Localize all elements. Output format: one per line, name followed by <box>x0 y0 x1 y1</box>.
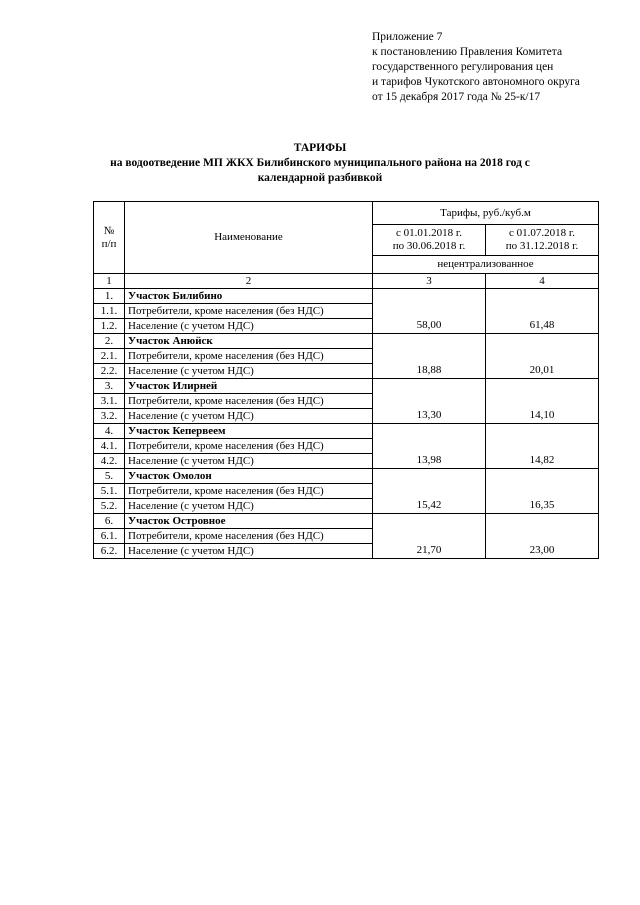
section-name: Участок Илирней <box>125 379 373 394</box>
tariff-h2-cell: 16,35 <box>486 499 599 514</box>
tariff-h2-cell: 14,82 <box>486 454 599 469</box>
table-row <box>94 379 599 394</box>
tariff-h2-cell <box>486 349 599 364</box>
table-row <box>94 484 599 499</box>
table-row <box>94 409 599 424</box>
header-system: нецентрализованное <box>373 256 599 274</box>
section-name: Участок Анюйск <box>125 334 373 349</box>
appendix-line: Приложение 7 <box>372 31 443 43</box>
row-name: Потребители, кроме населения (без НДС) <box>125 439 373 454</box>
title-subtitle-line1: на водоотведение МП ЖКХ Билибинского муниципального района на 2018 год с <box>110 157 530 169</box>
table-row <box>94 544 599 559</box>
tariff-h2-cell <box>486 439 599 454</box>
row-name: Потребители, кроме населения (без НДС) <box>125 484 373 499</box>
header-period1-line1: с 01.01.2018 г. <box>396 227 462 239</box>
tariff-h2-cell <box>486 304 599 319</box>
tariff-h2-cell <box>486 424 599 439</box>
appendix-line: к постановлению Правления Комитета <box>372 46 563 58</box>
tariff-h2-cell <box>486 514 599 529</box>
tariff-h2-cell <box>486 469 599 484</box>
header-col-number: 3 <box>373 274 486 289</box>
header-period1-line2: по 30.06.2018 г. <box>392 240 466 252</box>
tariff-h1-cell: 21,70 <box>373 544 486 559</box>
row-number: 6.1. <box>94 529 125 544</box>
row-number: 6.2. <box>94 544 125 559</box>
row-name: Население (с учетом НДС) <box>125 364 373 379</box>
header-period2-line1: с 01.07.2018 г. <box>509 227 575 239</box>
tariff-h1-cell <box>373 439 486 454</box>
tariff-h2-cell: 20,01 <box>486 364 599 379</box>
tariff-h1-cell <box>373 514 486 529</box>
table-row <box>94 289 599 304</box>
tariff-h1-cell <box>373 394 486 409</box>
table-row <box>94 454 599 469</box>
title-heading: ТАРИФЫ <box>293 142 347 154</box>
row-name: Потребители, кроме населения (без НДС) <box>125 529 373 544</box>
header-num-line2: п/п <box>101 237 117 250</box>
row-number: 1.2. <box>94 319 125 334</box>
row-number: 2.2. <box>94 364 125 379</box>
tariffs-table <box>93 201 599 559</box>
tariff-h1-cell <box>373 469 486 484</box>
header-name: Наименование <box>125 202 373 274</box>
tariff-h1-cell: 15,42 <box>373 499 486 514</box>
table-row <box>94 529 599 544</box>
tariff-h1-cell <box>373 529 486 544</box>
tariff-h1-cell <box>373 349 486 364</box>
table-row <box>94 304 599 319</box>
row-number: 5.1. <box>94 484 125 499</box>
appendix-line: государственного регулирования цен <box>372 61 554 73</box>
row-name: Население (с учетом НДС) <box>125 544 373 559</box>
tariff-h1-cell <box>373 289 486 304</box>
appendix-note <box>372 30 632 105</box>
tariff-h2-cell: 14,10 <box>486 409 599 424</box>
header-period2 <box>486 225 599 256</box>
section-name: Участок Кепервеем <box>125 424 373 439</box>
row-name: Потребители, кроме населения (без НДС) <box>125 349 373 364</box>
section-name: Участок Билибино <box>125 289 373 304</box>
row-number: 2.1. <box>94 349 125 364</box>
appendix-line: и тарифов Чукотского автономного округа <box>372 76 580 88</box>
row-number: 4.1. <box>94 439 125 454</box>
row-name: Потребители, кроме населения (без НДС) <box>125 394 373 409</box>
tariff-h2-cell <box>486 529 599 544</box>
row-number: 3. <box>94 379 125 394</box>
table-row <box>94 469 599 484</box>
row-name: Население (с учетом НДС) <box>125 499 373 514</box>
row-name: Население (с учетом НДС) <box>125 319 373 334</box>
header-period1 <box>373 225 486 256</box>
row-number: 5.2. <box>94 499 125 514</box>
header-num <box>94 202 125 274</box>
row-name: Потребители, кроме населения (без НДС) <box>125 304 373 319</box>
row-number: 4.2. <box>94 454 125 469</box>
table-row <box>94 424 599 439</box>
tariff-h1-cell <box>373 304 486 319</box>
table-row <box>94 439 599 454</box>
tariff-h2-cell <box>486 484 599 499</box>
header-tariffs: Тарифы, руб./куб.м <box>373 202 599 225</box>
table-row <box>94 349 599 364</box>
header-num-line1: № <box>103 224 115 237</box>
tariff-h1-cell <box>373 379 486 394</box>
table-row <box>94 499 599 514</box>
header-col-number: 2 <box>125 274 373 289</box>
tariff-h2-cell <box>486 394 599 409</box>
row-name: Население (с учетом НДС) <box>125 409 373 424</box>
section-name: Участок Островное <box>125 514 373 529</box>
appendix-line: от 15 декабря 2017 года № 25-к/17 <box>372 91 541 103</box>
header-col-number: 4 <box>486 274 599 289</box>
tariff-h1-cell <box>373 334 486 349</box>
row-number: 4. <box>94 424 125 439</box>
tariff-h1-cell: 13,30 <box>373 409 486 424</box>
tariff-h1-cell <box>373 484 486 499</box>
header-period2-line2: по 31.12.2018 г. <box>505 240 579 252</box>
tariff-h2-cell <box>486 379 599 394</box>
header-col-number: 1 <box>94 274 125 289</box>
table-row <box>94 514 599 529</box>
table-row <box>94 334 599 349</box>
row-number: 5. <box>94 469 125 484</box>
row-number: 6. <box>94 514 125 529</box>
tariff-h1-cell: 18,88 <box>373 364 486 379</box>
row-number: 1.1. <box>94 304 125 319</box>
tariff-h1-cell: 58,00 <box>373 319 486 334</box>
tariff-h2-cell <box>486 289 599 304</box>
row-number: 3.1. <box>94 394 125 409</box>
section-name: Участок Омолон <box>125 469 373 484</box>
tariff-h1-cell: 13,98 <box>373 454 486 469</box>
tariff-h1-cell <box>373 424 486 439</box>
document-title <box>90 141 550 186</box>
table-row <box>94 394 599 409</box>
table-row <box>94 364 599 379</box>
tariff-h2-cell: 61,48 <box>486 319 599 334</box>
row-number: 2. <box>94 334 125 349</box>
row-number: 3.2. <box>94 409 125 424</box>
title-subtitle-line2: календарной разбивкой <box>257 172 383 184</box>
row-name: Население (с учетом НДС) <box>125 454 373 469</box>
tariff-h2-cell <box>486 334 599 349</box>
table-row <box>94 319 599 334</box>
row-number: 1. <box>94 289 125 304</box>
tariff-h2-cell: 23,00 <box>486 544 599 559</box>
